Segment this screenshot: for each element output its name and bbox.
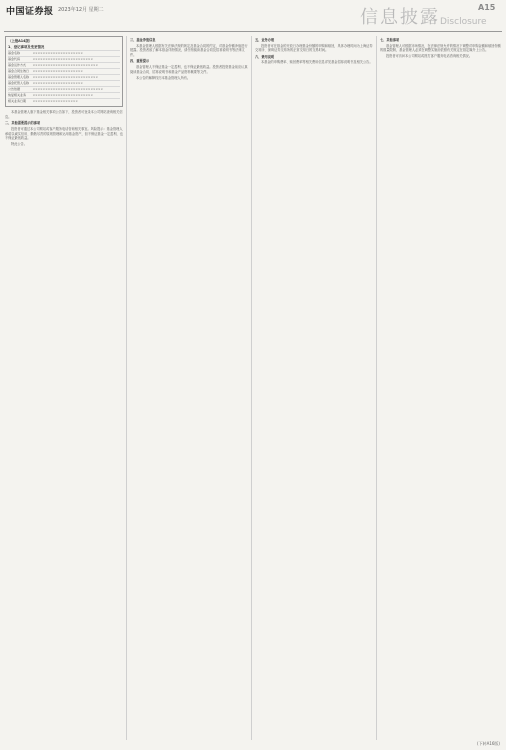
row-label: 恢复相关业务: [8, 93, 27, 98]
paragraph: 投资者可通过本公司网站或客户服务电话咨询相关事宜。风险提示：基金管理人承诺以诚实信用、勤勉尽责的原则管理和运用基金资产，但不保证基金一定盈利，也不保证最低收益。: [5, 126, 123, 141]
info-table: [8, 50, 120, 104]
page-number: A15: [478, 3, 496, 12]
paragraph: 投资者可访问本公司网站或拨打客户服务电话咨询相关情况。: [386, 54, 473, 59]
row-label: 相关业务日期: [8, 99, 27, 104]
continued-notice: (下转A16版): [477, 741, 500, 746]
newspaper-brand: 中国证券报: [6, 7, 54, 17]
table-row: [8, 50, 120, 56]
row-label: 基金名称: [8, 51, 21, 56]
section-heading: 五、业务办理: [255, 38, 275, 42]
table-row: [8, 86, 120, 92]
paragraph: 特此公告。: [11, 142, 27, 147]
row-value: ××××××××××××××××××××××××: [32, 93, 93, 98]
table-row: [8, 80, 120, 86]
row-value: ××××××××××××××××××: [32, 99, 78, 104]
section-heading: 二、其他需要提示的事项: [5, 121, 41, 126]
column-4: [380, 36, 501, 740]
row-value: ××××××××××××××××××××: [32, 81, 83, 86]
row-value: ××××××××××××××××××××××××: [32, 57, 93, 62]
section-heading: 七、其他事项: [380, 38, 400, 42]
row-label: 公告依据: [8, 87, 21, 92]
column-3: [255, 36, 373, 740]
column-divider: [126, 36, 127, 740]
table-row: [8, 98, 120, 104]
column-divider: [251, 36, 252, 740]
section-heading: 六、费用说明: [255, 54, 275, 59]
row-value: ××××××××××××××××××××××××××: [32, 75, 98, 80]
row-label: 基金托管人名称: [8, 81, 30, 86]
paragraph: 本基金的申购费率、赎回费率等相关费用信息详见基金招募说明书及相关公告。: [261, 60, 373, 65]
table-row: [8, 62, 120, 68]
paragraph: 基金管理人不保证基金一定盈利，也不保证最低收益。投资者投资基金前应认真阅读基金合同、招募说明书和基金产品资料概要等文件。: [130, 64, 248, 74]
paragraph: 基金管理人可根据市场情况，在法律法规允许的情况下调整对申购金额和赎回份额的数量限制，基金管理人必须在调整实施前依照有关规定在指定媒介上公告。: [380, 43, 501, 53]
section-heading: 四、重要提示: [130, 59, 150, 64]
row-label: 基金合同生效日: [8, 69, 30, 74]
issue-date: 2023年12月 星期二: [58, 7, 104, 13]
row-value: ××××××××××××××××××××××××××××: [32, 87, 104, 92]
row-label: 基金管理人名称: [8, 75, 30, 80]
row-value: ××××××××××××××××××××: [32, 69, 83, 74]
info-table-box: [5, 36, 123, 107]
column-divider: [376, 36, 377, 740]
section-subtitle: Disclosure: [440, 17, 487, 27]
column-2: [130, 36, 248, 740]
table-row: [8, 74, 120, 80]
table-row: [8, 56, 120, 62]
header-divider: [4, 31, 502, 32]
section-title: 信息披露: [360, 7, 440, 28]
box-title: （上接A14版）: [8, 39, 33, 43]
row-value: ××××××××××××××××××××××××××: [32, 63, 98, 68]
section-heading: 三、基金净值信息: [130, 38, 156, 42]
table-row: [8, 92, 120, 98]
row-label: 基金运作方式: [8, 63, 27, 68]
row-label: 基金代码: [8, 57, 21, 62]
box-subtitle: 1、登记事项及变更情况: [8, 44, 45, 49]
page-header: [0, 0, 506, 30]
table-row: [8, 68, 120, 74]
paragraph: 本公告的解释权归本基金管理人所有。: [136, 75, 191, 80]
row-value: ××××××××××××××××××××: [32, 51, 83, 56]
paragraph: 本基金管理人旗下基金相关事项公告如下，投资者可登录本公司网站查询相关信息。: [5, 110, 123, 119]
paragraph: 本基金管理人根据有关法律法规的规定及基金合同的约定，对基金份额净值进行披露。投资者欲了解本基金详细情况，请仔细阅读基金合同及招募说明书等法律文件。: [130, 43, 248, 57]
paragraph: 投资者可在基金的开放日办理基金份额的申购和赎回，具体办理时间为上海证券交易所、深圳证券交易所的正常交易日的交易时间。: [255, 43, 373, 53]
column-1: [5, 36, 123, 740]
